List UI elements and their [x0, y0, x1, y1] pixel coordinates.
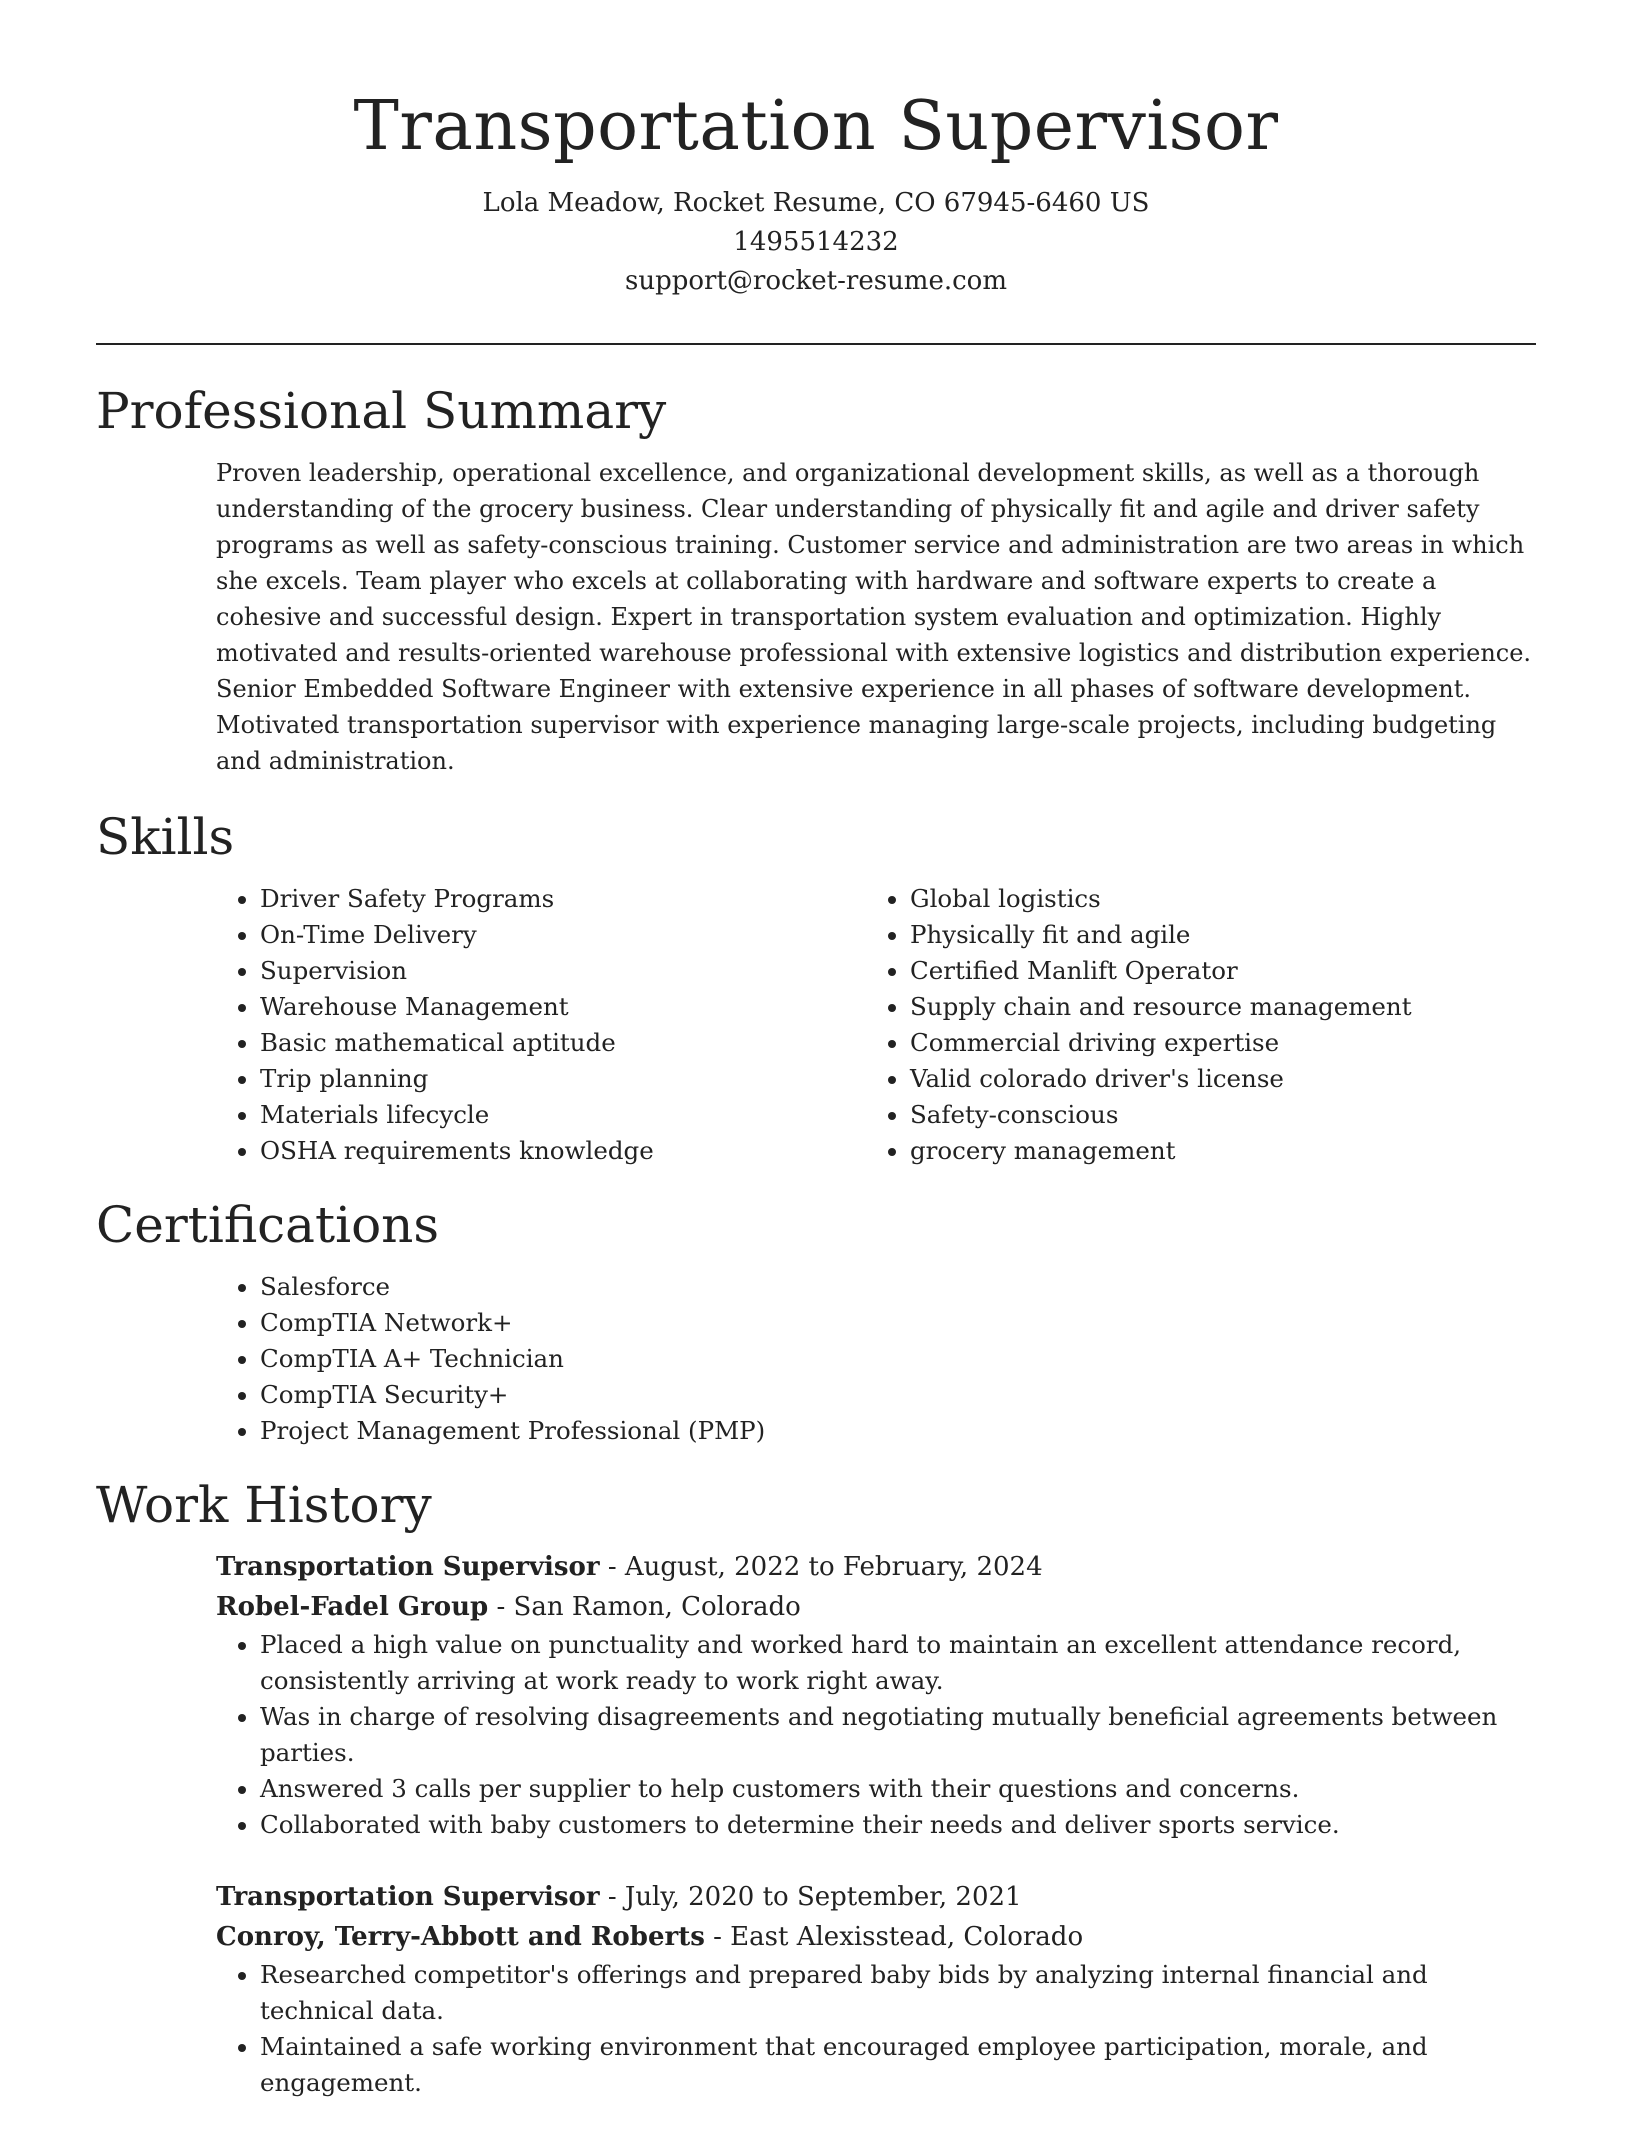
- job-location: - East Alexisstead, Colorado: [704, 1922, 1084, 1952]
- job-entry: [216, 1547, 1536, 1843]
- skill-item: • Physically fit and agile: [910, 917, 1516, 953]
- job-title-line: [216, 1547, 1536, 1587]
- certification-item: • CompTIA Security+: [260, 1377, 1536, 1413]
- job-bullets: [216, 1627, 1536, 1843]
- skill-item: • Global logistics: [910, 881, 1516, 917]
- resume-header: [96, 0, 1536, 301]
- skills-section: [96, 807, 1536, 1169]
- skill-item: • Driver Safety Programs: [260, 881, 866, 917]
- certification-item: • Salesforce: [260, 1269, 1536, 1305]
- job-dates: - August, 2022 to February, 2024: [599, 1552, 1043, 1582]
- work-history-heading: Work History: [96, 1476, 432, 1534]
- job-bullets: [216, 1957, 1536, 2101]
- certifications-section: [96, 1195, 1536, 1449]
- summary-text: Proven leadership, operational excellence, and organizational development skills, as well as a thorough understanding of the grocery business. Clear understanding of physically fit and agile and driver safety programs as well as safety-conscious training. Customer service and administration are two areas in which she excels. Team player who excels at collaborating with hardware and software experts to create a cohesive and successful design. Expert in transportation system evaluation and optimization. Highly motivated and results-oriented warehouse professional with extensive logistics and distribution experience. Senior Embedded Software Engineer with extensive experience in all phases of software development. Motivated transportation supervisor with experience managing large-scale projects, including budgeting and administration.: [216, 459, 1532, 775]
- job-dates: - July, 2020 to September, 2021: [599, 1882, 1022, 1912]
- summary-heading: Professional Summary: [96, 382, 667, 440]
- contact-phone: 1495514232: [733, 227, 899, 257]
- skills-list-left: [216, 881, 866, 1169]
- job-location: - San Ramon, Colorado: [488, 1592, 801, 1622]
- summary-body: [216, 455, 1536, 779]
- skills-grid: [216, 881, 1536, 1169]
- job-company: Robel-Fadel Group: [216, 1592, 489, 1622]
- header-divider: [96, 343, 1536, 345]
- work-history-body: [216, 1547, 1536, 2101]
- certification-item: • Project Management Professional (PMP): [260, 1413, 1536, 1449]
- skill-item: • OSHA requirements knowledge: [260, 1133, 866, 1169]
- job-title: Transportation Supervisor: [216, 1882, 600, 1912]
- skill-item: • grocery management: [910, 1133, 1516, 1169]
- contact-block: [96, 184, 1536, 301]
- certifications-list: [216, 1269, 1536, 1449]
- job-company-line: [216, 1917, 1536, 1957]
- skill-item: • Materials lifecycle: [260, 1097, 866, 1133]
- job-company: Conroy, Terry-Abbott and Roberts: [216, 1922, 705, 1952]
- job-bullet: • Maintained a safe working environment that encouraged employee participation, morale, and engagement.: [260, 2029, 1536, 2101]
- job-company-line: [216, 1587, 1536, 1627]
- skills-list-right: [866, 881, 1516, 1169]
- resume-title: Transportation Supervisor: [353, 87, 1279, 166]
- job-bullet: • Answered 3 calls per supplier to help customers with their questions and concerns.: [260, 1771, 1536, 1807]
- skills-heading: Skills: [96, 808, 235, 866]
- job-title: Transportation Supervisor: [216, 1552, 600, 1582]
- skill-item: • Valid colorado driver's license: [910, 1061, 1516, 1097]
- job-bullet: • Researched competitor's offerings and prepared baby bids by analyzing internal financial and technical data.: [260, 1957, 1536, 2029]
- skill-item: • On-Time Delivery: [260, 917, 866, 953]
- job-bullet: • Collaborated with baby customers to determine their needs and deliver sports service.: [260, 1807, 1536, 1843]
- job-entry: [216, 1877, 1536, 2101]
- contact-address: Lola Meadow, Rocket Resume, CO 67945-6460 US: [482, 188, 1150, 218]
- skills-column-left: [216, 881, 866, 1169]
- skill-item: • Basic mathematical aptitude: [260, 1025, 866, 1061]
- contact-email: support@rocket-resume.com: [624, 266, 1007, 296]
- certification-item: • CompTIA A+ Technician: [260, 1341, 1536, 1377]
- summary-section: [96, 381, 1536, 779]
- job-bullet: • Placed a high value on punctuality and worked hard to maintain an excellent attendance record, consistently arriving at work ready to work right away.: [260, 1627, 1536, 1699]
- skill-item: • Commercial driving expertise: [910, 1025, 1516, 1061]
- job-title-line: [216, 1877, 1536, 1917]
- certifications-body: [216, 1269, 1536, 1449]
- skill-item: • Certified Manlift Operator: [910, 953, 1516, 989]
- certification-item: • CompTIA Network+: [260, 1305, 1536, 1341]
- skill-item: • Safety-conscious: [910, 1097, 1516, 1133]
- skill-item: • Supply chain and resource management: [910, 989, 1516, 1025]
- work-history-section: [96, 1475, 1536, 2101]
- skill-item: • Warehouse Management: [260, 989, 866, 1025]
- certifications-heading: Certifications: [96, 1196, 440, 1254]
- skill-item: • Trip planning: [260, 1061, 866, 1097]
- skill-item: • Supervision: [260, 953, 866, 989]
- skills-column-right: [866, 881, 1516, 1169]
- resume-page: [96, 0, 1536, 2135]
- job-bullet: • Was in charge of resolving disagreements and negotiating mutually beneficial agreements between parties.: [260, 1699, 1536, 1771]
